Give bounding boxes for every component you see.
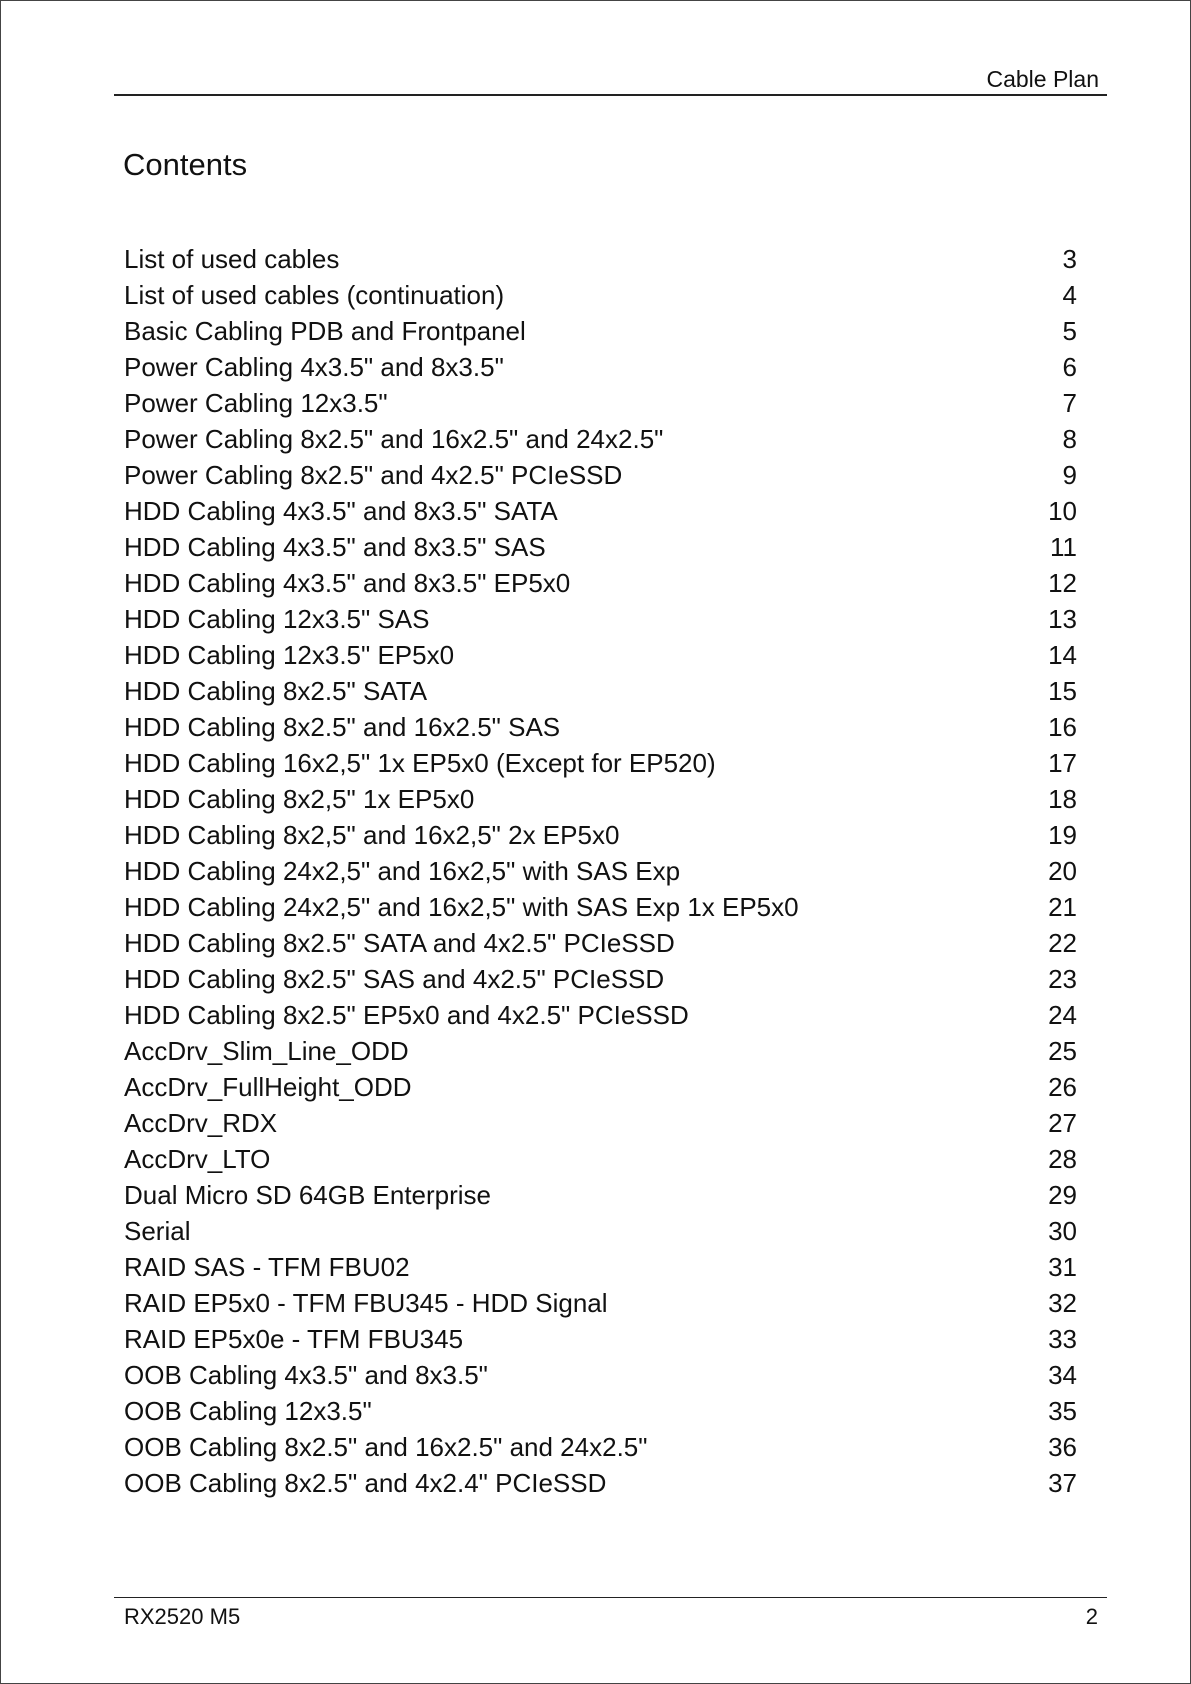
- toc-entry-page: 34: [1048, 1360, 1077, 1390]
- toc-entry-title: OOB Cabling 8x2.5" and 4x2.4" PCIeSSD: [124, 1468, 607, 1498]
- toc-entry[interactable]: [124, 349, 1077, 385]
- toc-entry-page: 27: [1048, 1108, 1077, 1138]
- toc-entry[interactable]: [124, 1177, 1077, 1213]
- toc-entry[interactable]: [124, 421, 1077, 457]
- footer-rule: [114, 1597, 1107, 1598]
- toc-entry-title: AccDrv_Slim_Line_ODD: [124, 1036, 409, 1066]
- toc-entry-page: 35: [1048, 1396, 1077, 1426]
- toc-entry[interactable]: [124, 385, 1077, 421]
- toc-entry-title: HDD Cabling 8x2.5" SATA: [124, 676, 428, 706]
- toc-entry[interactable]: [124, 277, 1077, 313]
- toc-entry-page: 12: [1048, 568, 1077, 598]
- toc-entry-title: Power Cabling 12x3.5": [124, 388, 388, 418]
- toc-entry-page: 15: [1048, 676, 1077, 706]
- toc-entry-title: Power Cabling 4x3.5" and 8x3.5": [124, 352, 504, 382]
- toc-entry[interactable]: [124, 601, 1077, 637]
- toc-entry-title: OOB Cabling 8x2.5" and 16x2.5" and 24x2.5": [124, 1432, 648, 1462]
- toc-entry[interactable]: [124, 1285, 1077, 1321]
- toc-entry[interactable]: [124, 1393, 1077, 1429]
- toc-entry-page: 18: [1048, 784, 1077, 814]
- toc-entry-title: AccDrv_RDX: [124, 1108, 278, 1138]
- toc-entry[interactable]: [124, 1141, 1077, 1177]
- toc-entry-title: RAID EP5x0e - TFM FBU345: [124, 1324, 464, 1354]
- toc-entry-page: 17: [1048, 748, 1077, 778]
- toc-entry-page: 21: [1048, 892, 1077, 922]
- toc-entry-title: HDD Cabling 24x2,5" and 16x2,5" with SAS Exp: [124, 856, 681, 886]
- toc-entry[interactable]: [124, 1033, 1077, 1069]
- toc-entry-page: 37: [1048, 1468, 1077, 1498]
- toc-entry-title: HDD Cabling 8x2,5" and 16x2,5" 2x EP5x0: [124, 820, 620, 850]
- toc-entry-title: Serial: [124, 1216, 191, 1246]
- toc-entry-page: 11: [1050, 532, 1077, 562]
- toc-entry[interactable]: [124, 1321, 1077, 1357]
- toc-entry-page: 22: [1048, 928, 1077, 958]
- toc-entry[interactable]: [124, 241, 1077, 277]
- toc-entry[interactable]: [124, 1069, 1077, 1105]
- toc-entry-title: HDD Cabling 4x3.5" and 8x3.5" EP5x0: [124, 568, 571, 598]
- toc-entry[interactable]: [124, 745, 1077, 781]
- toc-entry-title: Basic Cabling PDB and Frontpanel: [124, 316, 526, 346]
- toc-entry-title: HDD Cabling 12x3.5" SAS: [124, 604, 430, 634]
- toc-entry[interactable]: [124, 1213, 1077, 1249]
- toc-entry-title: HDD Cabling 8x2,5" 1x EP5x0: [124, 784, 475, 814]
- toc-entry[interactable]: [124, 673, 1077, 709]
- toc-entry[interactable]: [124, 1465, 1077, 1501]
- toc-list: [124, 241, 1077, 1501]
- toc-entry-page: 19: [1048, 820, 1077, 850]
- toc-entry-title: OOB Cabling 12x3.5": [124, 1396, 372, 1426]
- toc-entry-title: HDD Cabling 4x3.5" and 8x3.5" SAS: [124, 532, 546, 562]
- toc-entry-title: HDD Cabling 8x2.5" SATA and 4x2.5" PCIeSSD: [124, 928, 675, 958]
- toc-entry-title: List of used cables: [124, 244, 340, 274]
- toc-entry-title: HDD Cabling 8x2.5" EP5x0 and 4x2.5" PCIeSSD: [124, 1000, 689, 1030]
- toc-entry-title: Dual Micro SD 64GB Enterprise: [124, 1180, 492, 1210]
- toc-heading: Contents: [123, 147, 248, 182]
- toc-entry[interactable]: [124, 853, 1077, 889]
- toc-entry-page: 23: [1048, 964, 1077, 994]
- toc-entry[interactable]: [124, 961, 1077, 997]
- toc-entry-title: AccDrv_FullHeight_ODD: [124, 1072, 412, 1102]
- toc-entry-page: 24: [1048, 1000, 1077, 1030]
- toc-entry-title: Power Cabling 8x2.5" and 4x2.5" PCIeSSD: [124, 460, 623, 490]
- toc-entry-page: 25: [1048, 1036, 1077, 1066]
- toc-entry[interactable]: [124, 493, 1077, 529]
- toc-entry-page: 26: [1048, 1072, 1077, 1102]
- toc-entry-title: OOB Cabling 4x3.5" and 8x3.5": [124, 1360, 488, 1390]
- toc-entry-page: 4: [1062, 280, 1077, 310]
- toc-entry-page: 6: [1062, 352, 1077, 382]
- toc-entry-page: 3: [1062, 244, 1077, 274]
- toc-entry-title: RAID EP5x0 - TFM FBU345 - HDD Signal: [124, 1288, 608, 1318]
- header-rule: [114, 94, 1107, 96]
- toc-entry[interactable]: [124, 1357, 1077, 1393]
- toc-entry-page: 7: [1062, 388, 1077, 418]
- toc-entry[interactable]: [124, 781, 1077, 817]
- toc-entry[interactable]: [124, 889, 1077, 925]
- toc-entry-page: 29: [1048, 1180, 1077, 1210]
- toc-entry[interactable]: [124, 925, 1077, 961]
- toc-entry[interactable]: [124, 457, 1077, 493]
- toc-entry[interactable]: [124, 529, 1077, 565]
- toc-entry-page: 5: [1062, 316, 1077, 346]
- toc-entry-page: 10: [1048, 496, 1077, 526]
- toc-entry-title: AccDrv_LTO: [124, 1144, 271, 1174]
- toc-entry-page: 20: [1048, 856, 1077, 886]
- toc-entry-page: 33: [1048, 1324, 1077, 1354]
- toc-entry-title: HDD Cabling 16x2,5" 1x EP5x0 (Except for EP520): [124, 748, 716, 778]
- toc-entry-page: 28: [1048, 1144, 1077, 1174]
- toc-entry[interactable]: [124, 817, 1077, 853]
- header-title: Cable Plan: [986, 66, 1099, 92]
- toc-entry[interactable]: [124, 1105, 1077, 1141]
- toc-entry[interactable]: [124, 1249, 1077, 1285]
- toc-entry[interactable]: [124, 997, 1077, 1033]
- toc-entry-title: Power Cabling 8x2.5" and 16x2.5" and 24x2.5": [124, 424, 664, 454]
- toc-entry[interactable]: [124, 637, 1077, 673]
- toc-entry-page: 16: [1048, 712, 1077, 742]
- toc-entry-title: RAID SAS - TFM FBU02: [124, 1252, 410, 1282]
- toc-entry-title: HDD Cabling 12x3.5" EP5x0: [124, 640, 455, 670]
- toc-entry-title: HDD Cabling 4x3.5" and 8x3.5" SATA: [124, 496, 558, 526]
- toc-entry-title: HDD Cabling 8x2.5" and 16x2.5" SAS: [124, 712, 561, 742]
- toc-entry-page: 30: [1048, 1216, 1077, 1246]
- toc-entry-title: HDD Cabling 24x2,5" and 16x2,5" with SAS Exp 1x EP5x0: [124, 892, 799, 922]
- toc-entry-title: List of used cables (continuation): [124, 280, 505, 310]
- toc-entry[interactable]: [124, 313, 1077, 349]
- toc-entry[interactable]: [124, 709, 1077, 745]
- footer-page-number: 2: [1085, 1604, 1098, 1629]
- toc-entry[interactable]: [124, 1429, 1077, 1465]
- toc-entry-page: 9: [1062, 460, 1077, 490]
- toc-entry[interactable]: [124, 565, 1077, 601]
- toc-entry-page: 36: [1048, 1432, 1077, 1462]
- toc-entry-title: HDD Cabling 8x2.5" SAS and 4x2.5" PCIeSSD: [124, 964, 665, 994]
- toc-entry-page: 32: [1048, 1288, 1077, 1318]
- toc-entry-page: 8: [1062, 424, 1077, 454]
- toc-entry-page: 14: [1048, 640, 1077, 670]
- footer-model: RX2520 M5: [124, 1604, 241, 1629]
- toc-entry-page: 31: [1048, 1252, 1077, 1282]
- toc-entry-page: 13: [1048, 604, 1077, 634]
